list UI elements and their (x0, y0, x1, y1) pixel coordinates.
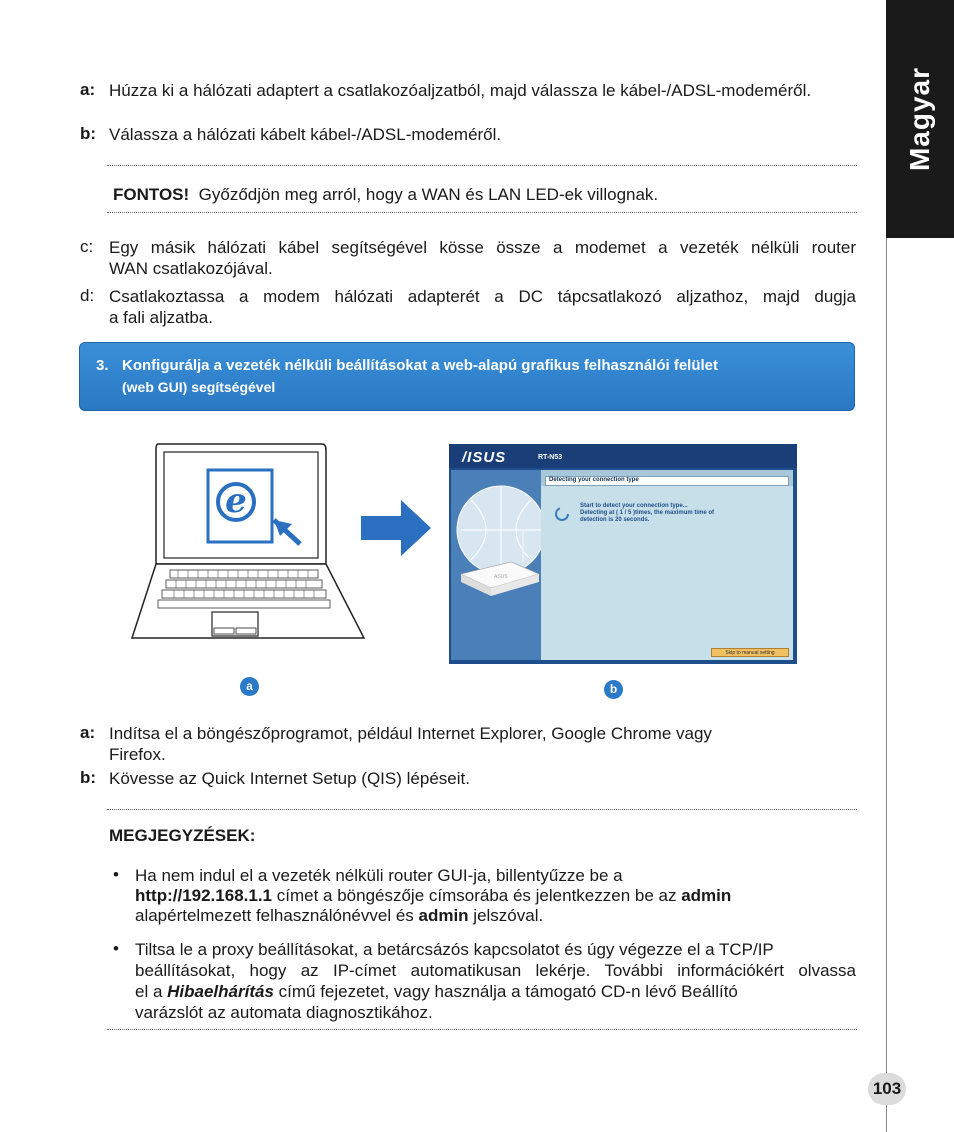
figure-label-b: b (604, 680, 623, 699)
step-a2-label: a: (80, 723, 96, 742)
step-d-line2: a fali aljzatba. (109, 308, 213, 327)
important-label: FONTOS! (113, 185, 190, 204)
step-b-label: b: (80, 124, 97, 143)
router-url: http://192.168.1.1 (135, 886, 273, 905)
asus-logo: /ISUS (462, 449, 507, 466)
step-a-text: Húzza ki a hálózati adaptert a csatlakozóaljzatból, majd válassza le kábel-/ADSL-modeméről. (109, 81, 812, 100)
side-rule (886, 238, 954, 1132)
note-2-line3b: című fejezetet, vagy használja a támogató CD-n lévő Beállító (273, 982, 738, 1001)
note-2-line4: varázslót az automata diagnosztikához. (135, 1003, 433, 1022)
language-tab-label: Magyar (904, 66, 935, 172)
note-2-line3 (135, 981, 738, 1002)
divider (107, 165, 857, 166)
laptop-illustration (128, 440, 368, 652)
bullet: • (113, 939, 119, 958)
step-a2-line1: Indítsa el a böngészőprogramot, például Internet Explorer, Google Chrome vagy (109, 724, 712, 743)
note-1-line1: Ha nem indul el a vezeték nélküli router GUI-ja, billentyűzze be a (135, 866, 623, 885)
note-2-line2: beállításokat, hogy az IP-címet automatikusan lekérje. További információkért olvassa (135, 961, 856, 980)
router-graphic (451, 470, 541, 660)
banner-line2: (web GUI) segítségével (122, 379, 276, 395)
asus-message-2: Detecting at ( 1 / 5 )times, the maximum time of (580, 510, 715, 516)
note-2-line1: Tiltsa le a proxy beállításokat, a betárcsázós kapcsolatot és úgy végezze el a TCP/IP (135, 940, 774, 959)
asus-model: RT-N53 (538, 454, 563, 461)
step-number: 3. (96, 357, 109, 374)
skip-manual-setting-button[interactable]: Skip to manual setting (711, 648, 789, 657)
note-1-line3a: alapértelmezett felhasználónévvel és (135, 906, 419, 925)
asus-message-1: Start to detect your connection type... (580, 503, 688, 509)
step-c-label: c: (80, 237, 94, 256)
notes-heading: MEGJEGYZÉSEK: (109, 826, 256, 845)
note-1-line3b: jelszóval. (468, 906, 544, 925)
important-text: Győződjön meg arról, hogy a WAN és LAN LED-ek villognak. (198, 185, 659, 204)
step-d-label: d: (80, 286, 95, 305)
page-number: 103 (868, 1073, 906, 1105)
divider (107, 1029, 857, 1030)
divider (107, 212, 857, 213)
password-admin: admin (418, 906, 469, 925)
figure-label-a: a (240, 677, 259, 696)
step-a2-line2: Firefox. (109, 745, 166, 764)
step-c-line1: Egy másik hálózati kábel segítségével kösse össze a modemet a vezeték nélküli router (109, 238, 856, 257)
important-note (113, 184, 658, 205)
svg-text:e: e (225, 481, 247, 521)
note-1-mid: címet a böngészője címsorába és jelentkezzen be az (272, 886, 682, 905)
troubleshooting-ref: Hibaelhárítás (167, 982, 274, 1001)
asus-main-panel (541, 470, 793, 660)
banner-line1: Konfigurálja a vezeték nélküli beállításokat a web-alapú grafikus felhasználói felület (122, 357, 719, 374)
asus-tab-label: Detecting your connection type (549, 477, 639, 483)
username-admin: admin (681, 886, 732, 905)
router-brand: ASUS (494, 574, 508, 580)
language-tab (886, 0, 954, 238)
step-d-line1: Csatlakoztassa a modem hálózati adapterét a DC tápcsatlakozó aljzathoz, majd dugja (109, 287, 856, 306)
arrow-right-icon (361, 500, 433, 556)
loading-spinner-icon (553, 505, 571, 523)
divider (107, 809, 857, 810)
asus-message-3: detection is 20 seconds. (580, 517, 650, 523)
step-banner (79, 342, 855, 411)
step-b2-line1: Kövesse az Quick Internet Setup (QIS) lépéseit. (109, 769, 470, 788)
step-a-label: a: (80, 80, 96, 99)
step-b-text: Válassza a hálózati kábelt kábel-/ADSL-modeméről. (109, 125, 502, 144)
note-1-line2 (135, 885, 731, 906)
note-1-line3 (135, 905, 543, 926)
bullet: • (113, 865, 119, 884)
note-2-line3a: el a (135, 982, 168, 1001)
step-b2-label: b: (80, 768, 97, 787)
step-c-line2: WAN csatlakozójával. (109, 259, 273, 278)
